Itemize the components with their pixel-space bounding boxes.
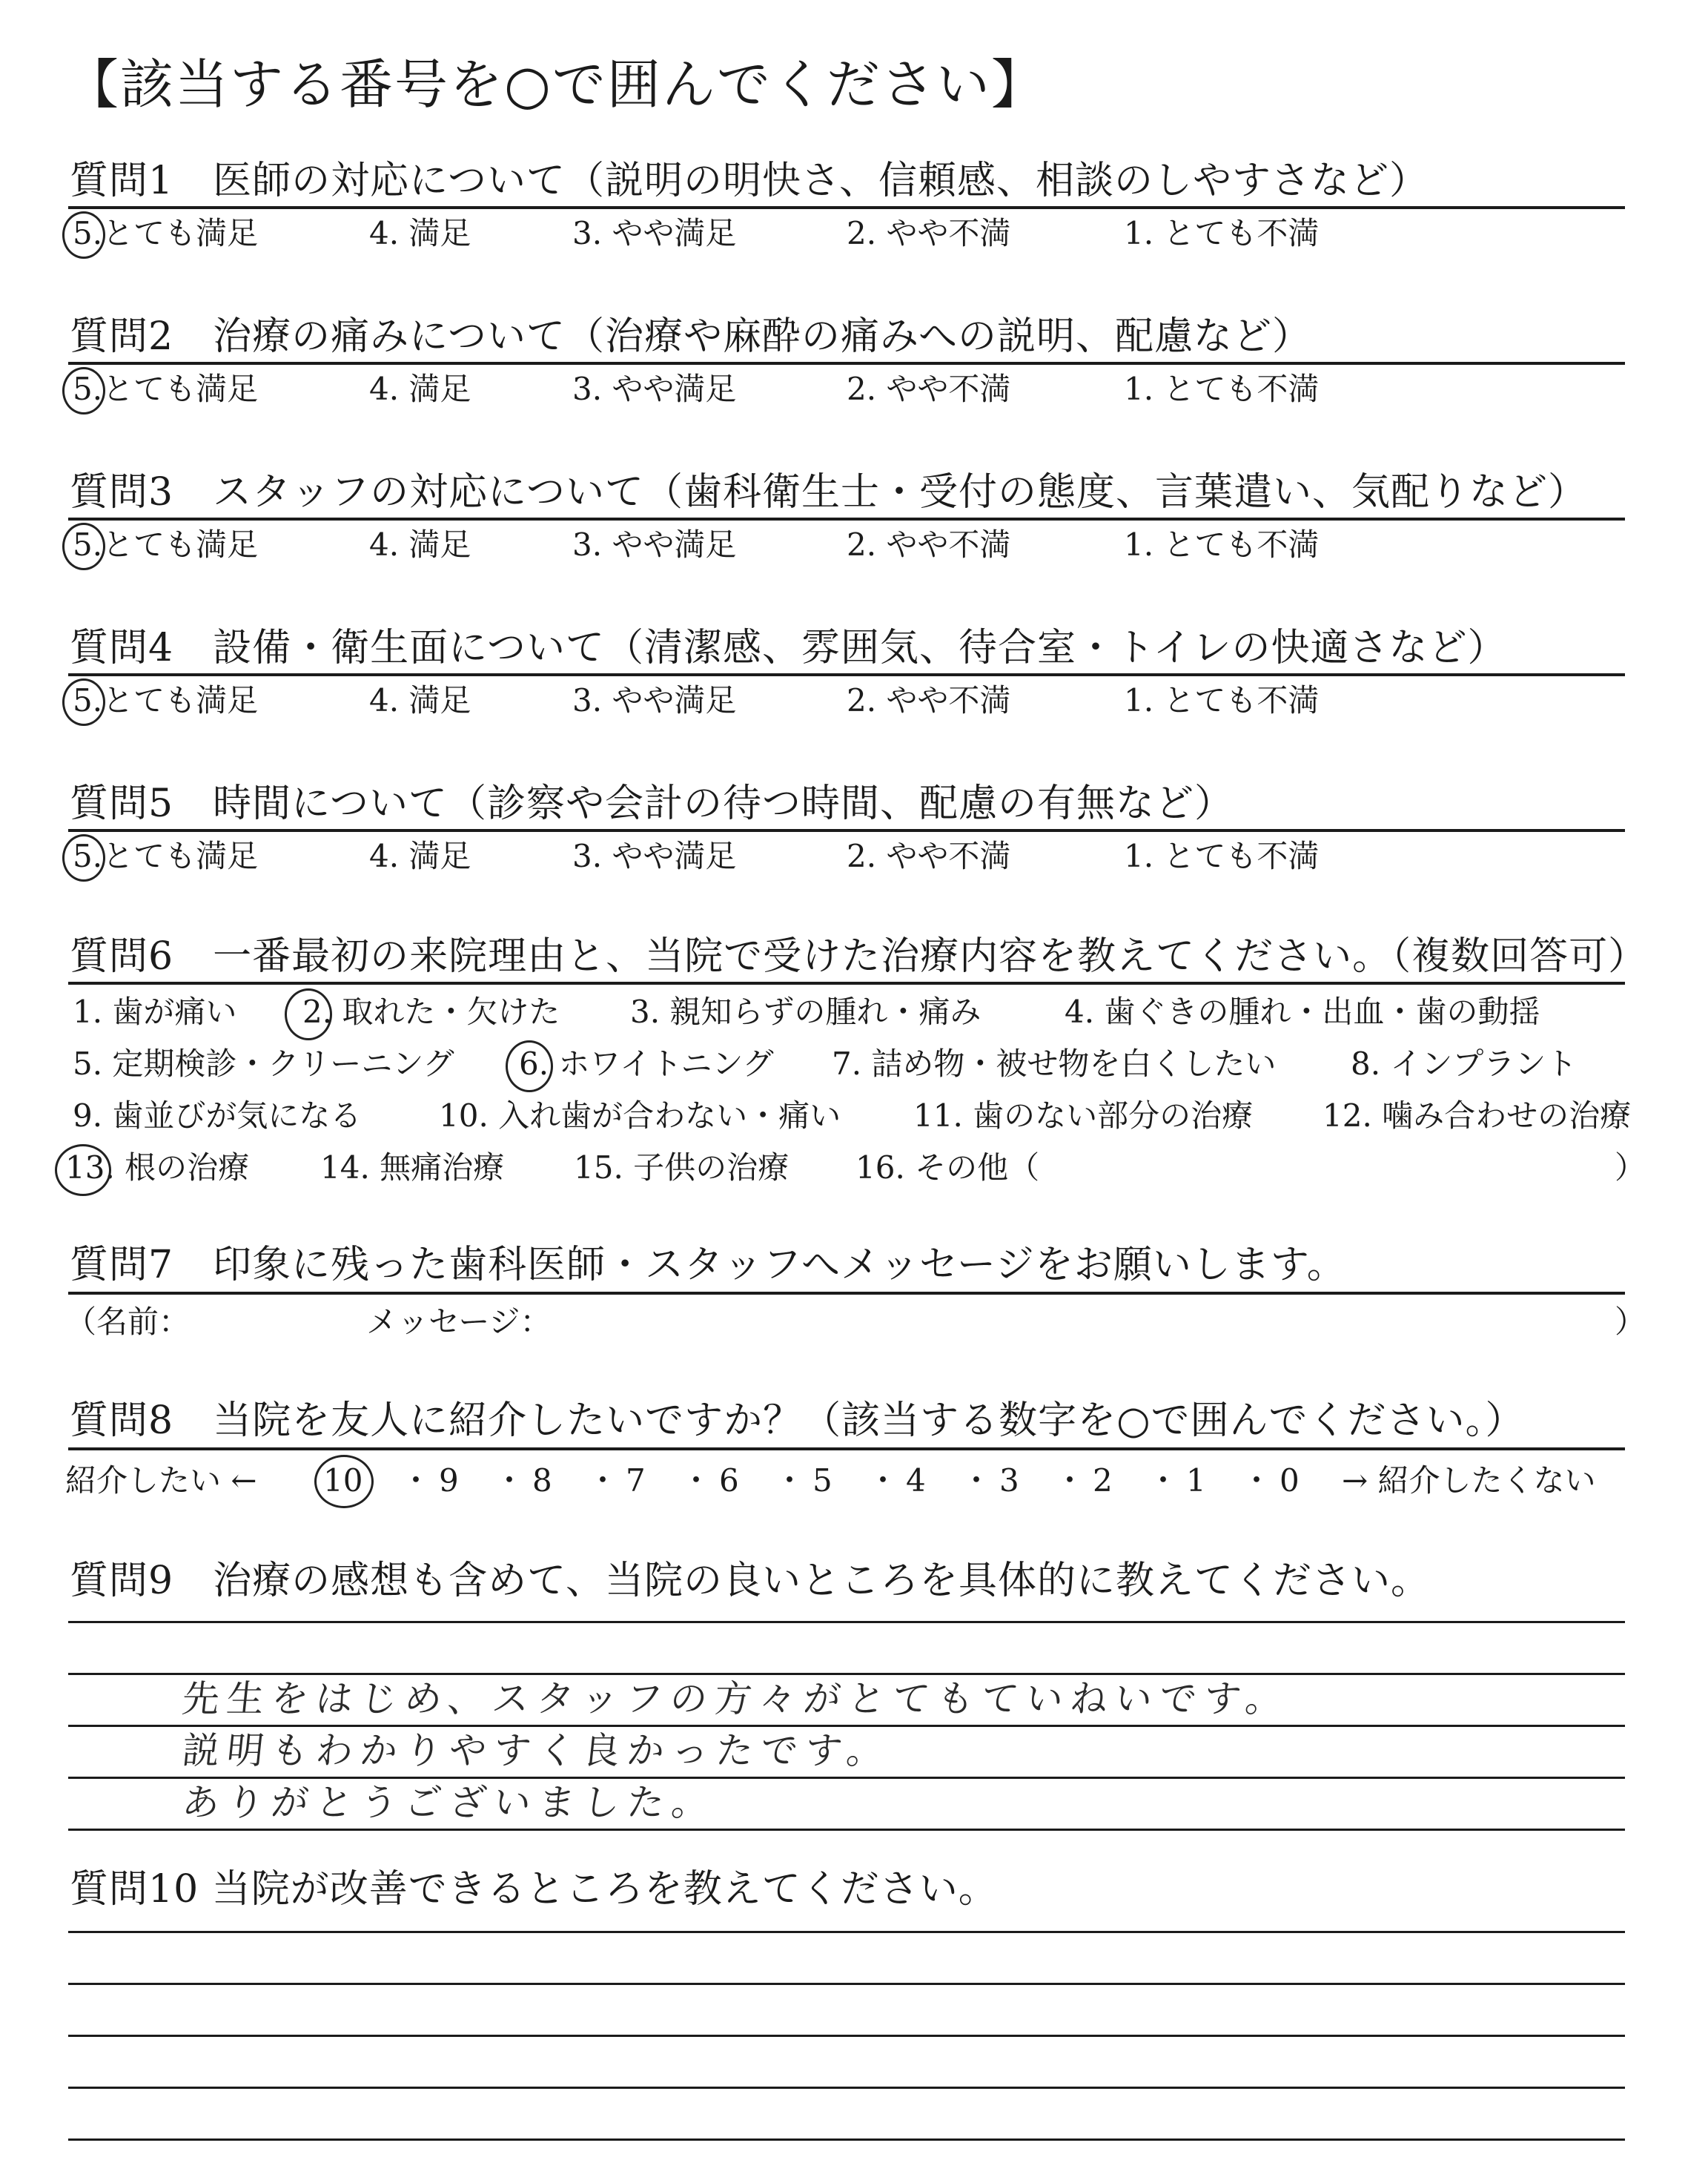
scale-7[interactable]: 7 xyxy=(626,1462,646,1499)
option-3[interactable]: 3. やや満足 xyxy=(572,371,737,407)
question-5-rule xyxy=(68,829,1625,832)
option-13[interactable]: 13. 根の治療 xyxy=(65,1149,250,1186)
option-4[interactable]: 4. 満足 xyxy=(369,682,471,719)
question-3-rule xyxy=(68,518,1625,521)
option-1[interactable]: 1. とても不満 xyxy=(1124,371,1320,407)
answer-line xyxy=(68,1931,1625,1933)
option-1[interactable]: 1. とても不満 xyxy=(1124,682,1320,719)
question-4-rule xyxy=(68,673,1625,676)
option-1[interactable]: 1. とても不満 xyxy=(1124,215,1320,251)
question-3-title: 質問3 スタッフの対応について（歯科衛生士・受付の態度、言葉遣い、気配りなど） xyxy=(70,470,1588,515)
scale-8[interactable]: 8 xyxy=(532,1462,552,1499)
option-5[interactable]: 5.とても満足 xyxy=(73,682,259,719)
scale-separator: ・ xyxy=(1148,1462,1179,1499)
page-title: 【該当する番号を○で囲んでください】 xyxy=(65,53,1046,116)
question-2-rule xyxy=(68,362,1625,365)
scale-separator: ・ xyxy=(961,1462,993,1499)
option-4[interactable]: 4. 満足 xyxy=(369,215,471,251)
option-2[interactable]: 2. やや不満 xyxy=(847,526,1011,563)
answer-line xyxy=(68,2087,1625,2089)
question-4-title: 質問4 設備・衛生面について（清潔感、雰囲気、待合室・トイレの快適さなど） xyxy=(70,626,1507,670)
answer-line xyxy=(68,1829,1625,1831)
option-6[interactable]: 6. ホワイトニング xyxy=(519,1046,774,1082)
question-5-title: 質問5 時間について（診察や会計の待つ時間、配慮の有無など） xyxy=(70,782,1234,826)
option-5[interactable]: 5.とても満足 xyxy=(73,838,259,874)
answer-line xyxy=(68,1777,1625,1779)
option-1[interactable]: 1. 歯が痛い xyxy=(73,994,237,1030)
recommend-right-label: → 紹介したくない xyxy=(1342,1462,1596,1499)
answer-line xyxy=(68,2035,1625,2037)
answer-line xyxy=(68,1621,1625,1623)
scale-separator: ・ xyxy=(867,1462,899,1499)
option-5[interactable]: 5. 定期検診・クリーニング xyxy=(73,1046,454,1082)
option-4[interactable]: 4. 満足 xyxy=(369,838,471,874)
option-4[interactable]: 4. 歯ぐきの腫れ・出血・歯の動揺 xyxy=(1065,994,1540,1030)
scale-0[interactable]: 0 xyxy=(1280,1462,1300,1499)
option-3[interactable]: 3. やや満足 xyxy=(572,682,737,719)
handwritten-answer-line-1: 先生をはじめ、スタッフの方々がとてもていねいです。 xyxy=(179,1677,1293,1720)
message-close-paren: ） xyxy=(1615,1304,1646,1340)
question-7-rule xyxy=(68,1292,1625,1295)
question-2-title: 質問2 治療の痛みについて（治療や麻酔の痛みへの説明、配慮など） xyxy=(70,314,1312,359)
option-7[interactable]: 7. 詰め物・被せ物を白くしたい xyxy=(832,1046,1277,1082)
scale-6[interactable]: 6 xyxy=(719,1462,739,1499)
question-7-title: 質問7 印象に残った歯科医師・スタッフへメッセージをお願いします。 xyxy=(70,1243,1346,1287)
scale-separator: ・ xyxy=(1241,1462,1273,1499)
question-9-title: 質問9 治療の感想も含めて、当院の良いところを具体的に教えてください。 xyxy=(70,1559,1431,1603)
question-8-title: 質問8 当院を友人に紹介したいですか？（該当する数字を○で囲んでください。） xyxy=(70,1398,1525,1443)
other-close-paren: ） xyxy=(1615,1149,1646,1186)
option-9[interactable]: 9. 歯並びが気になる xyxy=(73,1097,362,1134)
option-14[interactable]: 14. 無痛治療 xyxy=(320,1149,505,1186)
option-10[interactable]: 10. 入れ歯が合わない・痛い xyxy=(439,1097,841,1134)
question-10-title: 質問10 当院が改善できるところを教えてください。 xyxy=(70,1867,998,1912)
scale-4[interactable]: 4 xyxy=(906,1462,926,1499)
scale-2[interactable]: 2 xyxy=(1093,1462,1113,1499)
question-1-title: 質問1 医師の対応について（説明の明快さ、信頼感、相談のしやすさなど） xyxy=(70,159,1429,203)
scale-separator: ・ xyxy=(587,1462,619,1499)
option-4[interactable]: 4. 満足 xyxy=(369,526,471,563)
option-2[interactable]: 2. やや不満 xyxy=(847,838,1011,874)
option-5[interactable]: 5.とても満足 xyxy=(73,371,259,407)
question-6-title: 質問6 一番最初の来院理由と、当院で受けた治療内容を教えてください。（複数回答可） xyxy=(70,934,1648,979)
answer-line xyxy=(68,1983,1625,1985)
scale-separator: ・ xyxy=(774,1462,806,1499)
option-1[interactable]: 1. とても不満 xyxy=(1124,526,1320,563)
option-11[interactable]: 11. 歯のない部分の治療 xyxy=(913,1097,1254,1134)
option-4[interactable]: 4. 満足 xyxy=(369,371,471,407)
scale-separator: ・ xyxy=(494,1462,526,1499)
name-label: （名前： xyxy=(65,1304,191,1340)
question-8-rule xyxy=(68,1447,1625,1450)
handwritten-answer-line-2: 説明もわかりやすく良かったです。 xyxy=(179,1729,894,1772)
scale-separator: ・ xyxy=(400,1462,432,1499)
option-3[interactable]: 3. やや満足 xyxy=(572,838,737,874)
answer-line xyxy=(68,1673,1625,1675)
option-12[interactable]: 12. 噛み合わせの治療 xyxy=(1323,1097,1632,1134)
option-3[interactable]: 3. やや満足 xyxy=(572,526,737,563)
scale-separator: ・ xyxy=(681,1462,712,1499)
scale-separator: ・ xyxy=(1054,1462,1086,1499)
option-8[interactable]: 8. インプラント xyxy=(1351,1046,1578,1082)
option-5[interactable]: 5.とても満足 xyxy=(73,215,259,251)
option-5[interactable]: 5.とても満足 xyxy=(73,526,259,563)
recommend-left-label: 紹介したい ← xyxy=(65,1462,257,1499)
scale-9[interactable]: 9 xyxy=(439,1462,459,1499)
scale-1[interactable]: 1 xyxy=(1186,1462,1206,1499)
option-15[interactable]: 15. 子供の治療 xyxy=(574,1149,790,1186)
message-label: メッセージ： xyxy=(366,1304,552,1340)
option-2[interactable]: 2. やや不満 xyxy=(847,371,1011,407)
scale-3[interactable]: 3 xyxy=(999,1462,1019,1499)
scale-10[interactable]: 10 xyxy=(323,1462,363,1499)
question-1-rule xyxy=(68,206,1625,209)
option-2[interactable]: 2. やや不満 xyxy=(847,682,1011,719)
option-16[interactable]: 16. その他（ xyxy=(855,1149,1040,1186)
option-3[interactable]: 3. やや満足 xyxy=(572,215,737,251)
answer-line xyxy=(68,2138,1625,2141)
question-6-rule xyxy=(68,982,1625,985)
option-1[interactable]: 1. とても不満 xyxy=(1124,838,1320,874)
handwritten-answer-line-3: ありがとうございました。 xyxy=(179,1781,719,1824)
answer-line xyxy=(68,1725,1625,1727)
scale-5[interactable]: 5 xyxy=(812,1462,833,1499)
option-2[interactable]: 2. やや不満 xyxy=(847,215,1011,251)
option-2[interactable]: 2. 取れた・欠けた xyxy=(302,994,560,1030)
option-3[interactable]: 3. 親知らずの腫れ・痛み xyxy=(630,994,982,1030)
